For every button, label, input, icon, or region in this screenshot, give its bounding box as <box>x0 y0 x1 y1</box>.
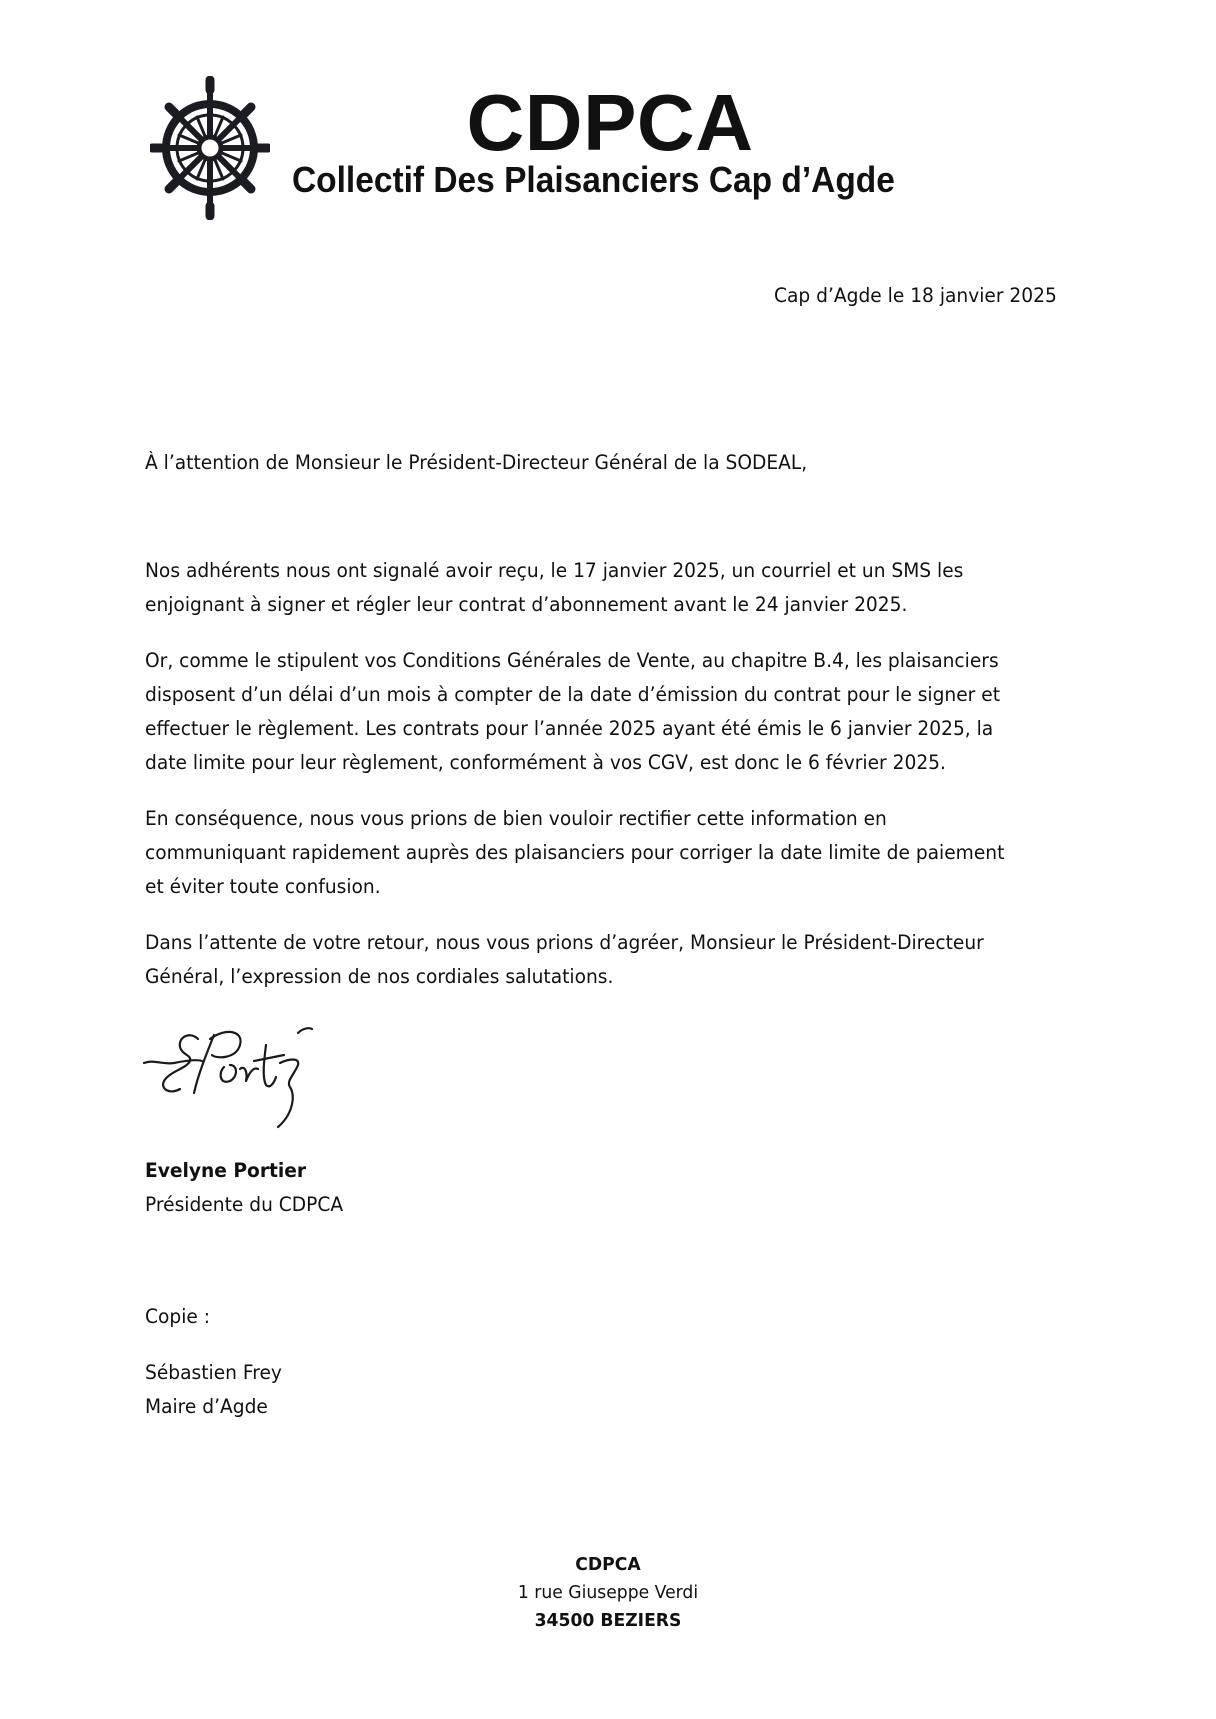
paragraph-line: enjoignant à signer et régler leur contrat d’abonnement avant le 24 janvier 2025. <box>145 593 908 616</box>
paragraph-line: communiquant rapidement auprès des plaisanciers pour corriger la date limite de paiement <box>145 841 1005 864</box>
signer-title: Présidente du CDPCA <box>145 1193 344 1216</box>
org-acronym: CDPCA <box>466 78 754 167</box>
paragraph-line: et éviter toute confusion. <box>145 875 381 898</box>
paragraph-line: Dans l’attente de votre retour, nous vous prions d’agréer, Monsieur le Président-Directeur <box>145 931 984 954</box>
letter-date: Cap d’Agde le 18 janvier 2025 <box>774 284 1057 307</box>
footer-street: 1 rue Giuseppe Verdi <box>517 1582 699 1603</box>
org-full-name: Collectif Des Plaisanciers Cap d’Agde <box>292 159 895 200</box>
body-paragraph <box>145 554 963 622</box>
paragraph-line: Général, l’expression de nos cordiales salutations. <box>145 965 614 988</box>
paragraph-line: Nos adhérents nous ont signalé avoir reçu, le 17 janvier 2025, un courriel et un SMS les <box>145 559 964 582</box>
footer-org: CDPCA <box>575 1554 641 1575</box>
copy-recipient-role: Maire d’Agde <box>145 1395 268 1418</box>
paragraph-line: Or, comme le stipulent vos Conditions Générales de Vente, au chapitre B.4, les plaisanciers <box>145 649 999 672</box>
paragraph-line: disposent d’un délai d’un mois à compter de la date d’émission du contrat pour le signer et <box>145 683 1001 706</box>
signer-name: Evelyne Portier <box>145 1159 307 1182</box>
ship-wheel-icon <box>150 76 270 220</box>
handwritten-signature <box>140 1015 330 1130</box>
footer-address <box>408 1551 808 1635</box>
copy-recipient-name: Sébastien Frey <box>145 1361 282 1384</box>
paragraph-line: date limite pour leur règlement, conformément à vos CGV, est donc le 6 février 2025. <box>145 751 946 774</box>
footer-city: 34500 BEZIERS <box>534 1610 682 1631</box>
body-paragraph <box>145 926 984 994</box>
paragraph-line: En conséquence, nous vous prions de bien vouloir rectifier cette information en <box>145 807 887 830</box>
body-paragraph <box>145 802 1004 904</box>
paragraph-line: effectuer le règlement. Les contrats pour l’année 2025 ayant été émis le 6 janvier 2025, la <box>145 717 994 740</box>
salutation: À l’attention de Monsieur le Président-Directeur Général de la SODEAL, <box>145 451 808 474</box>
copy-label: Copie : <box>145 1305 211 1328</box>
body-paragraph <box>145 644 1000 780</box>
